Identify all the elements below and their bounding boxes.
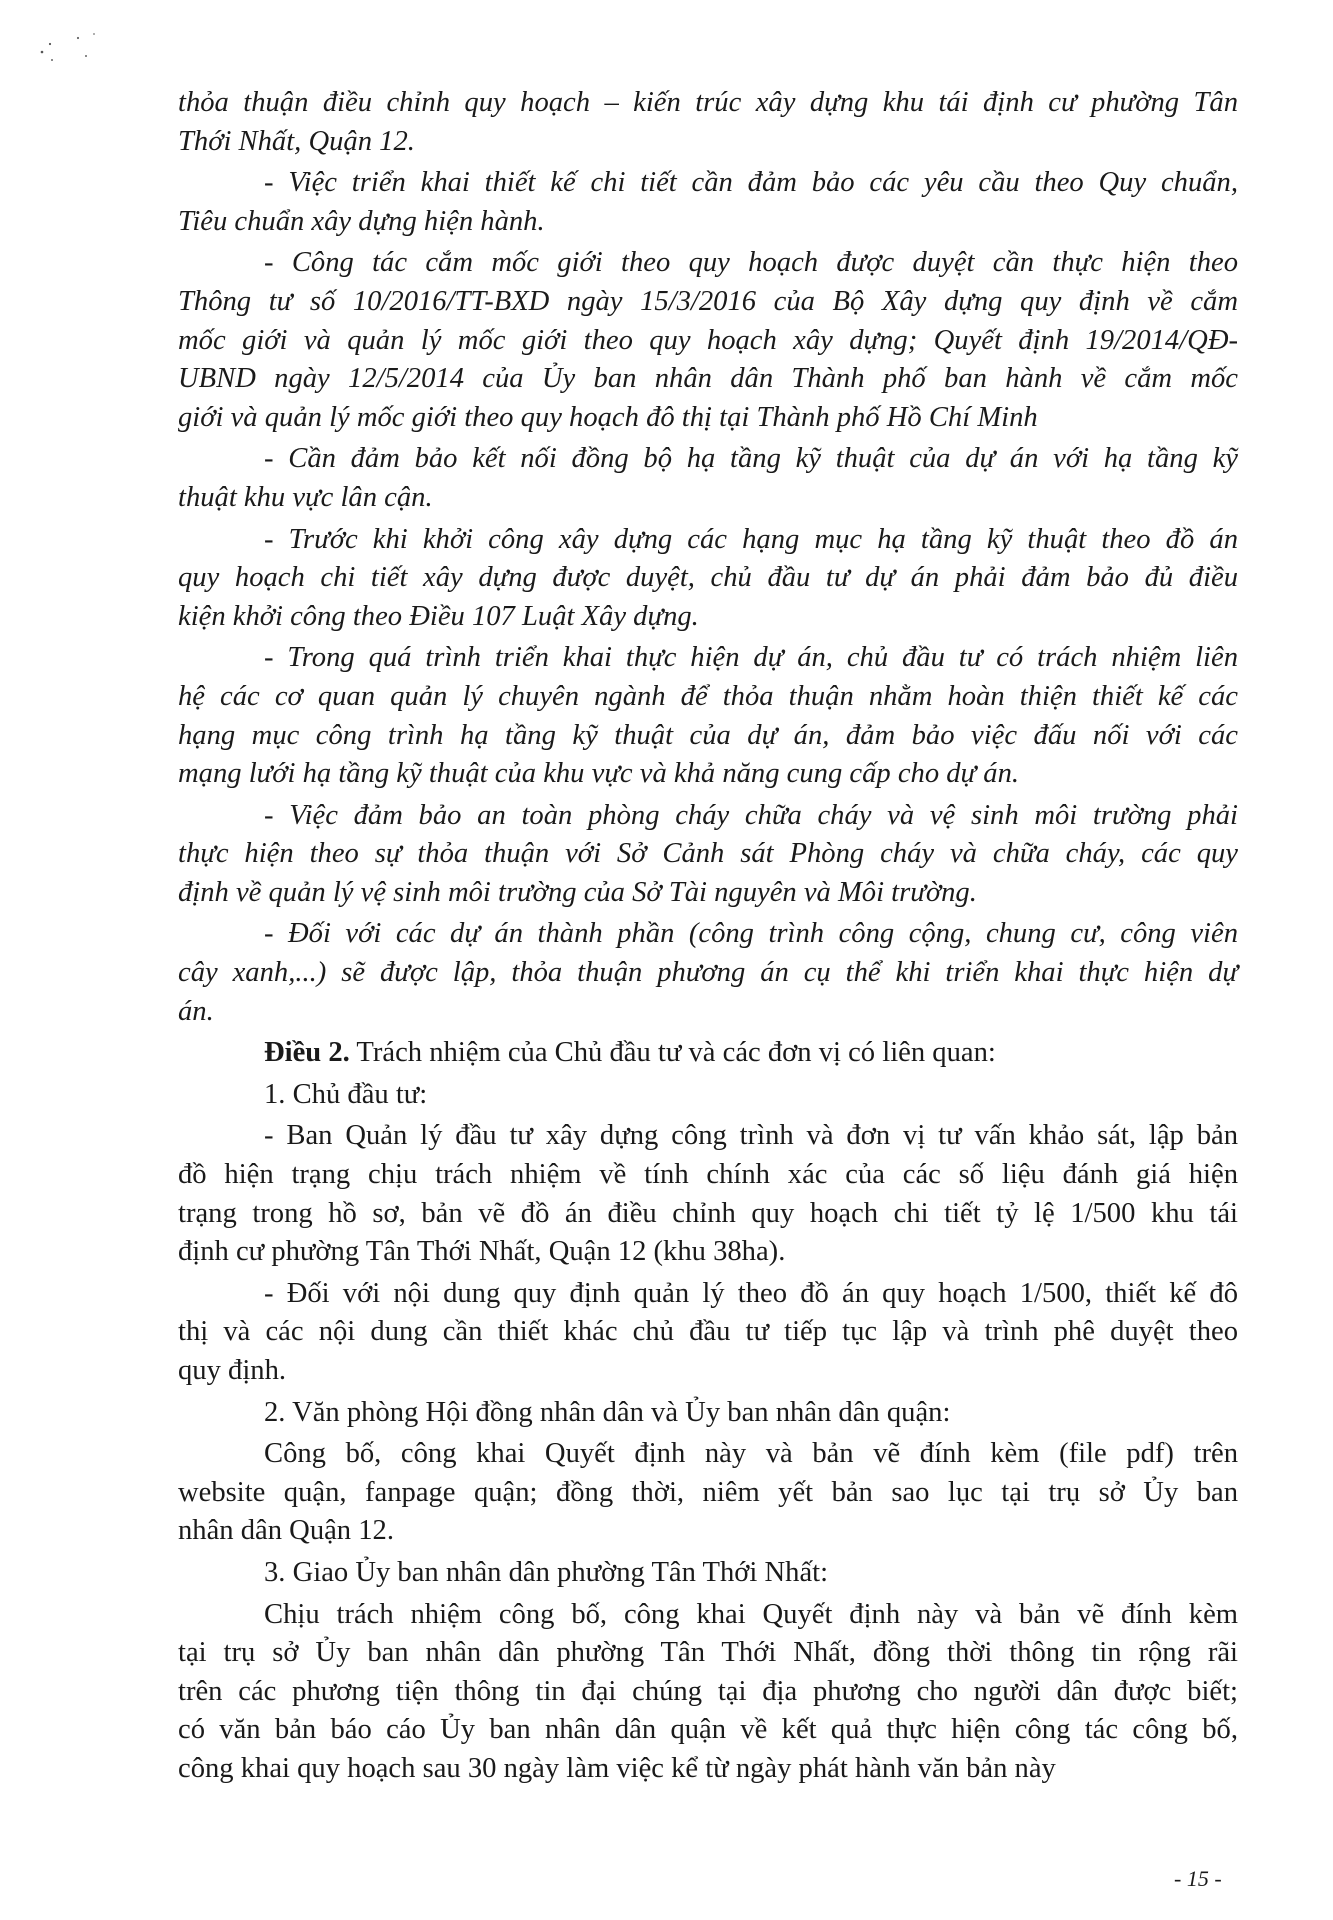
text-line: 2. Văn phòng Hội đồng nhân dân và Ủy ban nhân dân quận:	[264, 1396, 951, 1428]
text-line: có văn bản báo cáo Ủy ban nhân dân quận về kết quả thực hiện công tác công bố,	[178, 1714, 1238, 1746]
article-title: Trách nhiệm của Chủ đầu tư và các đơn vị có liên quan:	[349, 1037, 996, 1069]
text-line: Chịu trách nhiệm công bố, công khai Quyết định này và bản vẽ đính kèm	[264, 1598, 1238, 1630]
text-line: - Cần đảm bảo kết nối đồng bộ hạ tầng kỹ thuật của dự án với hạ tầng kỹ	[264, 443, 1238, 475]
paragraph	[178, 84, 1238, 161]
text-line: kiện khởi công theo Điều 107 Luật Xây dựng.	[178, 600, 699, 632]
paragraph	[178, 915, 1238, 1031]
text-line: định về quản lý vệ sinh môi trường của Sở Tài nguyên và Môi trường.	[178, 876, 977, 908]
text-line: website quận, fanpage quận; đồng thời, niêm yết bản sao lục tại trụ sở Ủy ban	[178, 1476, 1238, 1508]
text-line: công khai quy hoạch sau 30 ngày làm việc kể từ ngày phát hành văn bản này	[178, 1752, 1056, 1784]
paragraph	[178, 1076, 1238, 1115]
paragraph	[178, 244, 1238, 437]
text-line: cây xanh,...) sẽ được lập, thỏa thuận phương án cụ thể khi triển khai thực hiện dự	[178, 957, 1238, 989]
text-line: 1. Chủ đầu tư:	[264, 1078, 428, 1110]
paragraph	[178, 639, 1238, 793]
paragraph	[178, 521, 1238, 637]
text-line: - Trong quá trình triển khai thực hiện dự án, chủ đầu tư có trách nhiệm liên	[264, 642, 1238, 674]
text-line: định cư phường Tân Thới Nhất, Quận 12 (khu 38ha).	[178, 1236, 786, 1268]
paragraph	[178, 1117, 1238, 1271]
page-number: - 15 -	[1174, 1866, 1222, 1891]
paragraph	[178, 1394, 1238, 1433]
text-line: 3. Giao Ủy ban nhân dân phường Tân Thới Nhất:	[264, 1556, 829, 1588]
text-line: tại trụ sở Ủy ban nhân dân phường Tân Thới Nhất, đồng thời thông tin rộng rãi	[178, 1637, 1238, 1669]
text-line: UBND ngày 12/5/2014 của Ủy ban nhân dân Thành phố ban hành về cắm mốc	[178, 363, 1238, 395]
text-line: mạng lưới hạ tầng kỹ thuật của khu vực và khả năng cung cấp cho dự án.	[178, 758, 1020, 790]
text-line: đồ hiện trạng chịu trách nhiệm về tính chính xác của các số liệu đánh giá hiện	[178, 1159, 1238, 1191]
paragraph	[178, 797, 1238, 913]
paragraph	[178, 1596, 1238, 1789]
scan-specks	[36, 30, 126, 80]
text-line: - Trước khi khởi công xây dựng các hạng mục hạ tầng kỹ thuật theo đồ án	[264, 523, 1238, 555]
article-heading	[178, 1034, 1238, 1073]
paragraph	[178, 1554, 1238, 1593]
article-number: Điều 2.	[264, 1037, 350, 1069]
text-line: Thông tư số 10/2016/TT-BXD ngày 15/3/2016 của Bộ Xây dựng quy định về cắm	[178, 285, 1238, 317]
text-line: Công bố, công khai Quyết định này và bản vẽ đính kèm (file pdf) trên	[264, 1438, 1238, 1470]
text-line: - Ban Quản lý đầu tư xây dựng công trình và đơn vị tư vấn khảo sát, lập bản	[264, 1120, 1238, 1152]
text-line: mốc giới và quản lý mốc giới theo quy hoạch xây dựng; Quyết định 19/2014/QĐ-	[178, 324, 1238, 356]
paragraph	[178, 164, 1238, 241]
text-line: Thới Nhất, Quận 12.	[178, 125, 415, 157]
text-line: thỏa thuận điều chỉnh quy hoạch – kiến trúc xây dựng khu tái định cư phường Tân	[178, 87, 1238, 118]
text-line: giới và quản lý mốc giới theo quy hoạch đô thị tại Thành phố Hồ Chí Minh	[178, 401, 1038, 433]
text-line: án.	[178, 995, 214, 1027]
text-line: thuật khu vực lân cận.	[178, 481, 433, 513]
paragraph	[178, 1435, 1238, 1551]
text-line: quy định.	[178, 1355, 287, 1386]
text-line: - Công tác cắm mốc giới theo quy hoạch được duyệt cần thực hiện theo	[264, 247, 1238, 279]
text-line: nhân dân Quận 12.	[178, 1515, 394, 1547]
text-line: hạng mục công trình hạ tầng kỹ thuật của dự án, đảm bảo việc đấu nối với các	[178, 719, 1238, 751]
text-line: thị và các nội dung cần thiết khác chủ đầu tư tiếp tục lập và trình phê duyệt theo	[178, 1316, 1238, 1348]
paragraph	[178, 440, 1238, 517]
text-line: - Đối với nội dung quy định quản lý theo đồ án quy hoạch 1/500, thiết kế đô	[264, 1277, 1238, 1309]
text-line: trạng trong hồ sơ, bản vẽ đồ án điều chỉnh quy hoạch chi tiết tỷ lệ 1/500 khu tái	[178, 1197, 1238, 1229]
document-body	[178, 84, 1238, 1792]
paragraph	[178, 1275, 1238, 1391]
text-line: - Việc triển khai thiết kế chi tiết cần đảm bảo các yêu cầu theo Quy chuẩn,	[264, 167, 1238, 199]
text-line	[178, 1034, 1238, 1073]
text-line: - Việc đảm bảo an toàn phòng cháy chữa cháy và vệ sinh môi trường phải	[264, 799, 1238, 831]
text-line: quy hoạch chi tiết xây dựng được duyệt, chủ đầu tư dự án phải đảm bảo đủ điều	[178, 562, 1238, 594]
text-line: hệ các cơ quan quản lý chuyên ngành để thỏa thuận nhằm hoàn thiện thiết kế các	[178, 680, 1238, 712]
text-line: Tiêu chuẩn xây dựng hiện hành.	[178, 205, 545, 237]
text-line: thực hiện theo sự thỏa thuận với Sở Cảnh sát Phòng cháy và chữa cháy, các quy	[178, 838, 1238, 870]
text-line: - Đối với các dự án thành phần (công trình công cộng, chung cư, công viên	[264, 918, 1238, 950]
text-line: trên các phương tiện thông tin đại chúng tại địa phương cho người dân được biết;	[178, 1675, 1238, 1707]
